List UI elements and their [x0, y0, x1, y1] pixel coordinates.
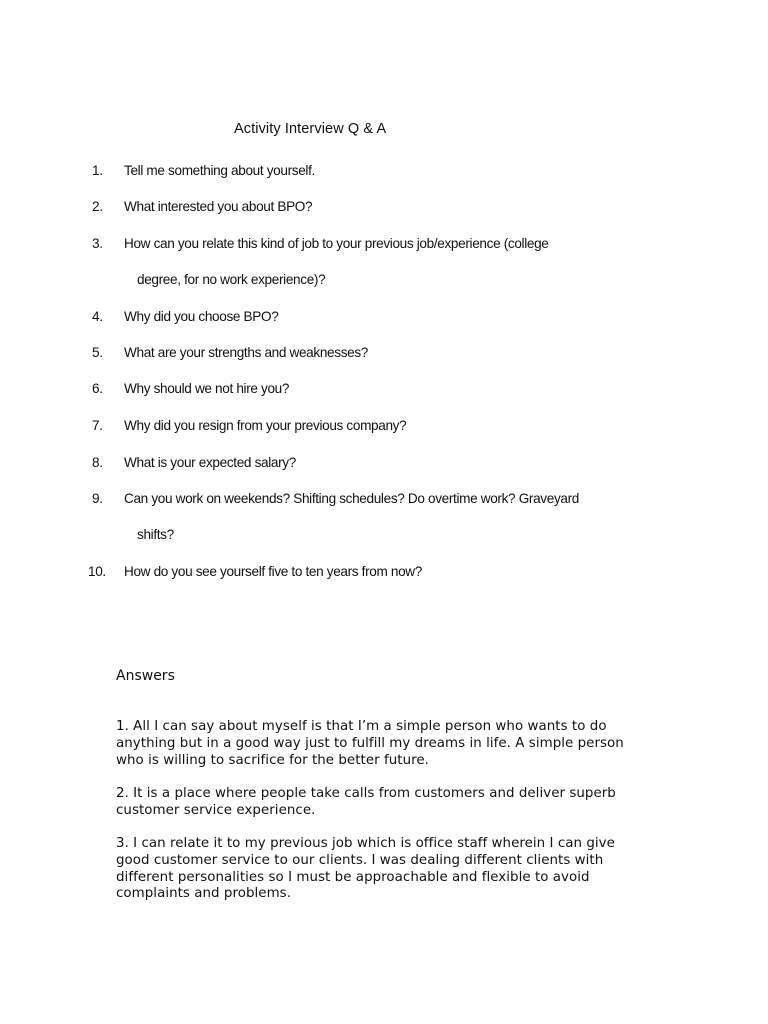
answer-line: 1. All I can say about myself is that I’m a simple person who wants to do	[116, 719, 607, 734]
answer-line: anything but in a good way just to fulfill my dreams in life. A simple person	[116, 735, 624, 751]
question-number: 1.	[92, 163, 103, 178]
answer-line: customer service experience.	[116, 802, 316, 818]
answer-line: who is willing to sacrifice for the better future.	[116, 752, 429, 768]
answer-line: complaints and problems.	[116, 886, 292, 902]
question-text-continued: shifts?	[137, 527, 174, 542]
question-text: Why did you choose BPO?	[124, 309, 279, 324]
question-number: 8.	[92, 455, 103, 470]
answer-line: 2. It is a place where people take calls from customers and deliver superb	[116, 786, 616, 801]
question-text: Why should we not hire you?	[124, 381, 290, 396]
question-text: What interested you about BPO?	[124, 199, 313, 214]
document-title: Activity Interview Q & A	[234, 121, 387, 137]
question-text-continued: degree, for no work experience)?	[137, 272, 326, 287]
question-number: 3.	[92, 236, 103, 251]
question-text: What is your expected salary?	[124, 455, 296, 470]
question-text: Why did you resign from your previous company?	[124, 418, 407, 433]
answer-line: good customer service to our clients. I was dealing different clients with	[116, 852, 604, 868]
question-number: 9.	[92, 491, 103, 506]
question-number: 4.	[92, 309, 103, 324]
question-number: 5.	[92, 345, 103, 360]
answer-line: 3. I can relate it to my previous job which is office staff wherein I can give	[116, 836, 615, 851]
question-number: 10.	[88, 564, 106, 579]
question-number: 6.	[92, 381, 103, 396]
answer-paragraph	[116, 836, 656, 903]
answer-paragraph	[116, 786, 656, 820]
answer-paragraph	[116, 719, 656, 769]
question-number: 7.	[92, 418, 103, 433]
answers-heading: Answers	[116, 668, 175, 684]
answer-line: different personalities so I must be approachable and flexible to avoid	[116, 869, 590, 885]
question-text: Tell me something about yourself.	[124, 163, 315, 178]
question-text: How can you relate this kind of job to your previous job/experience (college	[124, 236, 549, 251]
question-text: What are your strengths and weaknesses?	[124, 345, 369, 360]
question-text: Can you work on weekends? Shifting schedules? Do overtime work? Graveyard	[124, 491, 580, 506]
question-text: How do you see yourself five to ten years from now?	[124, 564, 422, 579]
question-number: 2.	[92, 199, 103, 214]
